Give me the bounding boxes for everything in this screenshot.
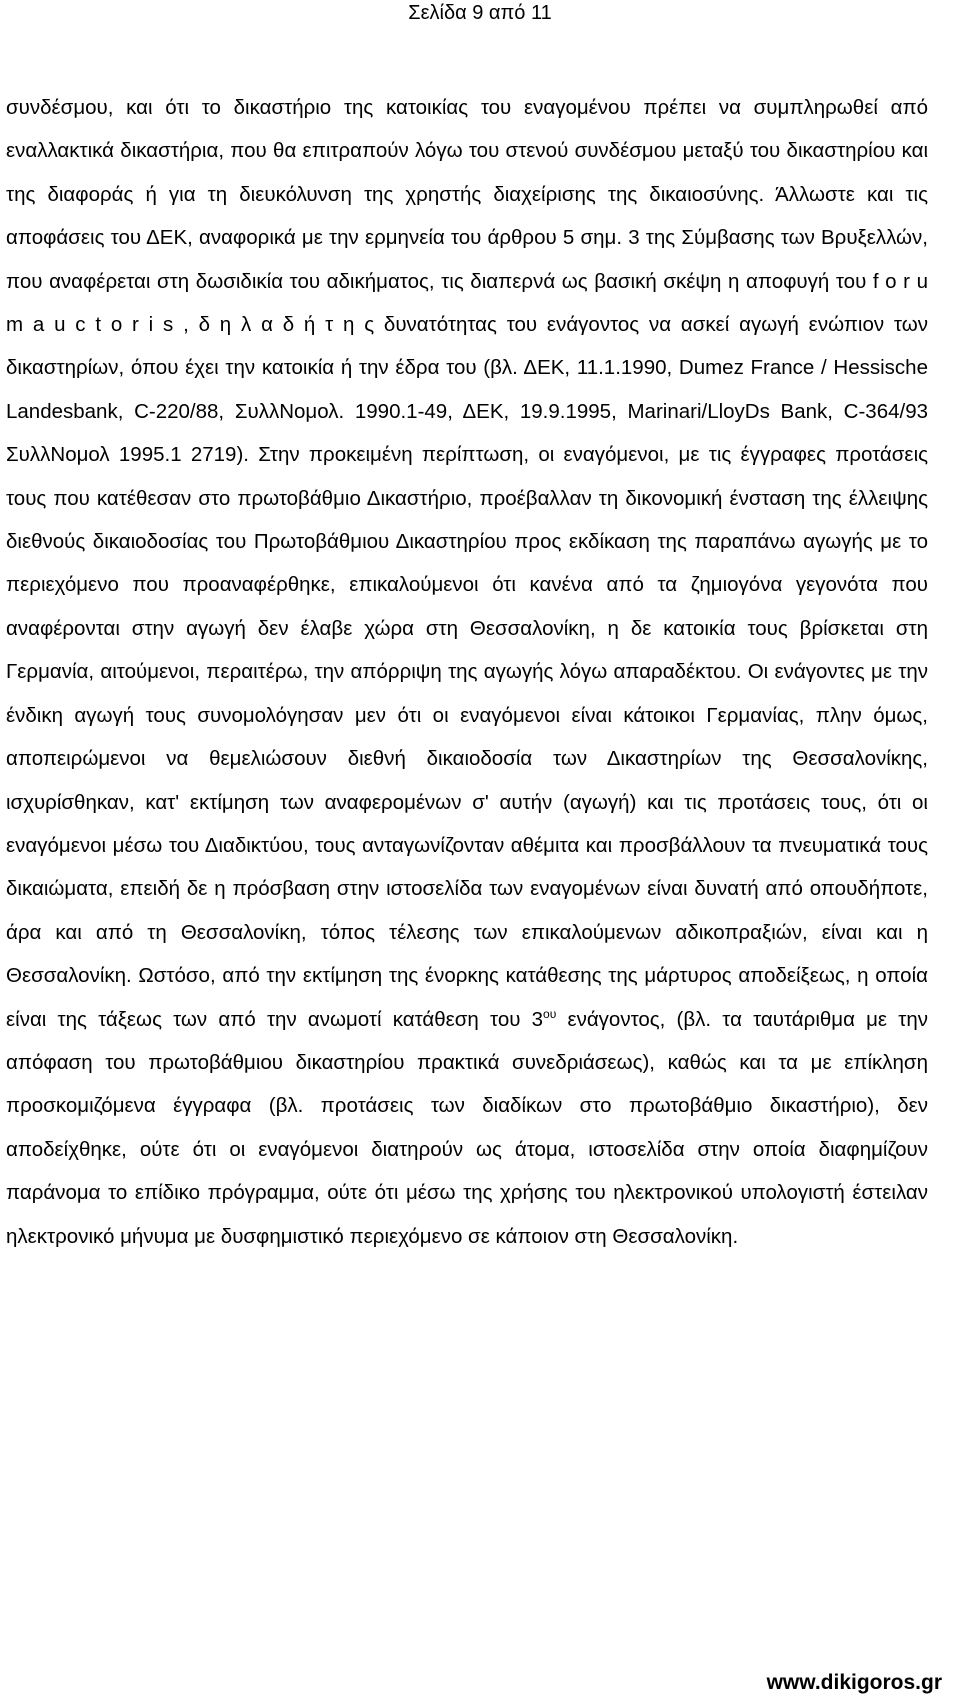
body-text-part-2: ενάγοντος, (βλ. τα ταυτάριθμα με την απόφαση του πρωτοβάθμιου δικαστηρίου πρακτικά συνεδριάσεως), καθώς και τα με επίκληση προσκομιζόμενα έγγραφα (βλ. προτάσεις των διαδίκων στο πρωτοβάθμιο δικαστήριο), δεν αποδείχθηκε, ούτε ότι οι εναγόμενοι διατηρούν ως άτομα, ιστοσελίδα στην οποία διαφημίζουν παράνομα το επίδικο πρόγραμμα, ούτε ότι μέσω της χρήσης του ηλεκτρονικού υπολογιστή έστειλαν ηλεκτρονικό μήνυμα με δυσφημιστικό περιεχόμενο σε κάποιον στη Θεσσαλονίκη. xyxy=(6,1007,928,1248)
body-text-part-1: συνδέσμου, και ότι το δικαστήριο της κατοικίας του εναγομένου πρέπει να συμπληρωθεί από εναλλακτικά δικαστήρια, που θα επιτραπούν λόγω του στενού συνδέσμου μεταξύ του δικαστηρίου και της διαφοράς ή για τη διευκόλυνση της χρηστής διαχείρισης της δικαιοσύνης. Άλλωστε και τις αποφάσεις του ΔΕΚ, αναφορικά με την ερμηνεία του άρθρου 5 σημ. 3 της Σύμβασης των Βρυξελλών, που αναφέρεται στη δωσιδικία του αδικήματος, τις διαπερνά ως βασική σκέψη η αποφυγή του f o r u m a u c t o r i s , δ η λ α δ ή τ η ς δυνατότητας του ενάγοντος να ασκεί αγωγή ενώπιον των δικαστηρίων, όπου έχει την κατοικία ή την έδρα του (βλ. ΔΕΚ, 11.1.1990, Dumez France / Hessische Landesbank, C-220/88, ΣυλλΝομολ. 1990.1-49, ΔΕΚ, 19.9.1995, Marinari/LloyDs Bank, C-364/93 ΣυλλΝομολ 1995.1 2719). Στην προκειμένη περίπτωση, οι εναγόμενοι, με τις έγγραφες προτάσεις τους που κατέθεσαν στο πρωτοβάθμιο Δικαστήριο, προέβαλλαν τη δικονομική ένσταση της έλλειψης διεθνούς δικαιοδοσίας του Πρωτοβάθμιου Δικαστηρίου προς εκδίκαση της παραπάνω αγωγής με το περιεχόμενο που προαναφέρθηκε, επικαλούμενοι ότι κανένα από τα ζημιογόνα γεγονότα που αναφέρονται στην αγωγή δεν έλαβε χώρα στη Θεσσαλονίκη, η δε κατοικία τους βρίσκεται στη Γερμανία, αιτούμενοι, περαιτέρω, την απόρριψη της αγωγής λόγω απαραδέκτου. Οι ενάγοντες με την ένδικη αγωγή τους συνομολόγησαν μεν ότι οι εναγόμενοι είναι κάτοικοι Γερμανίας, πλην όμως, αποπειρώμενοι να θεμελιώσουν διεθνή δικαιοδοσία των Δικαστηρίων της Θεσσαλονίκης, ισχυρίσθηκαν, κατ' εκτίμηση των αναφερομένων σ' αυτήν (αγωγή) και τις προτάσεις τους, ότι οι εναγόμενοι μέσω του Διαδικτύου, τους ανταγωνίζονταν αθέμιτα και προσβάλλουν τα πνευματικά τους δικαιώματα, επειδή δε η πρόσβαση στην ιστοσελίδα των εναγομένων είναι δυνατή από οπουδήποτε, άρα και από τη Θεσσαλονίκη, τόπος τέλεσης των επικαλούμενων αδικοπραξιών, είναι και η Θεσσαλονίκη. Ωστόσο, από την εκτίμηση της ένορκης κατάθεσης της μάρτυρος αποδείξεως, η οποία είναι της τάξεως των από την ανωμοτί κατάθεση του 3 xyxy=(6,96,928,1031)
page-number-header: Σελίδα 9 από 11 xyxy=(408,2,552,24)
ordinal-superscript: ου xyxy=(543,1006,557,1021)
body-paragraph xyxy=(6,86,928,1258)
footer-website: www.dikigoros.gr xyxy=(766,1671,942,1694)
